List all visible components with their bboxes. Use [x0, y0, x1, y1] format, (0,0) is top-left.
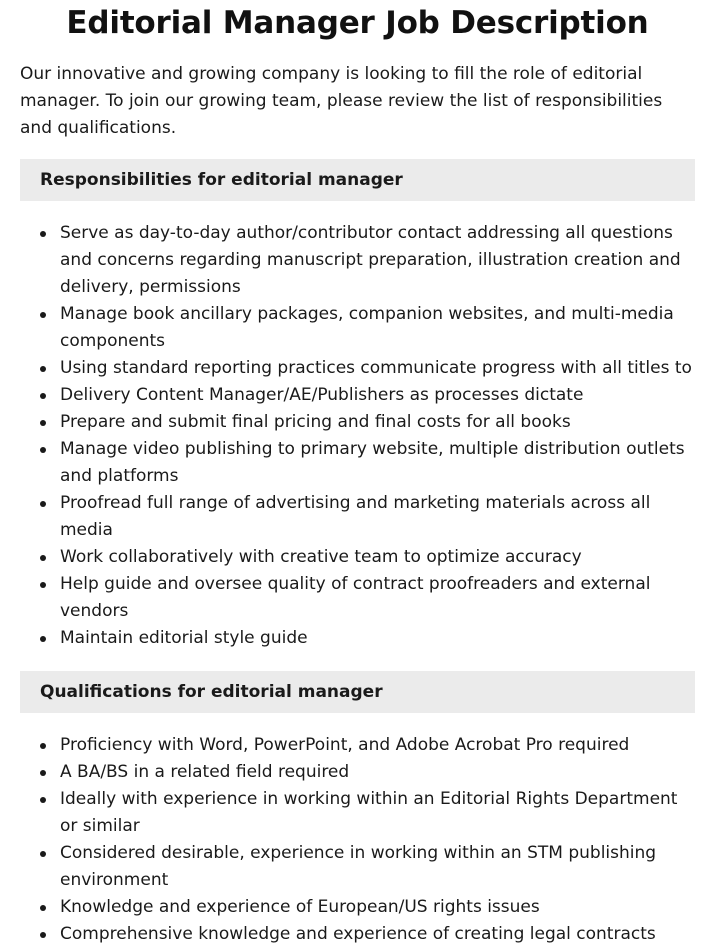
list-item: [20, 490, 695, 544]
list-item: [20, 571, 695, 625]
responsibilities-heading: Responsibilities for editorial manager: [20, 159, 695, 201]
qualifications-list: [20, 732, 695, 948]
responsibilities-list: [20, 220, 695, 652]
bullet-dot-icon: [40, 797, 46, 803]
list-item-text: Help guide and oversee quality of contract proofreaders and external vendors: [60, 574, 651, 621]
list-item-text: Ideally with experience in working within an Editorial Rights Department or similar: [60, 789, 678, 836]
list-item-text: Knowledge and experience of European/US rights issues: [60, 897, 540, 917]
list-item: [20, 355, 695, 382]
intro-paragraph: Our innovative and growing company is looking to fill the role of editorial manager. To join our growing team, please review the list of responsibilities and qualifications.: [20, 64, 663, 138]
list-item-text: Proofread full range of advertising and marketing materials across all media: [60, 493, 651, 540]
list-item-text: Manage book ancillary packages, companion websites, and multi-media components: [60, 304, 674, 351]
list-item: [20, 436, 695, 490]
list-item-text: Prepare and submit final pricing and final costs for all books: [60, 412, 571, 432]
list-item: [20, 220, 695, 301]
qualifications-heading: Qualifications for editorial manager: [20, 671, 695, 713]
list-item-text: Proficiency with Word, PowerPoint, and Adobe Acrobat Pro required: [60, 735, 630, 755]
bullet-dot-icon: [40, 582, 46, 588]
bullet-dot-icon: [40, 312, 46, 318]
bullet-dot-icon: [40, 743, 46, 749]
list-item-text: Comprehensive knowledge and experience of creating legal contracts: [60, 924, 656, 944]
list-item-text: Manage video publishing to primary website, multiple distribution outlets and platforms: [60, 439, 685, 486]
bullet-dot-icon: [40, 366, 46, 372]
bullet-dot-icon: [40, 932, 46, 938]
list-item-text: Using standard reporting practices communicate progress with all titles to: [60, 358, 692, 378]
bullet-dot-icon: [40, 636, 46, 642]
list-item: [20, 840, 695, 894]
bullet-dot-icon: [40, 851, 46, 857]
page-title: Editorial Manager Job Description: [66, 5, 649, 41]
list-item-text: Maintain editorial style guide: [60, 628, 308, 648]
list-item-text: Delivery Content Manager/AE/Publishers as processes dictate: [60, 385, 584, 405]
list-item-text: A BA/BS in a related field required: [60, 762, 350, 782]
bullet-dot-icon: [40, 447, 46, 453]
list-item: [20, 759, 695, 786]
list-item: [20, 625, 695, 652]
list-item: [20, 544, 695, 571]
list-item: [20, 894, 695, 921]
bullet-dot-icon: [40, 770, 46, 776]
list-item: [20, 786, 695, 840]
bullet-dot-icon: [40, 393, 46, 399]
list-item-text: Serve as day-to-day author/contributor contact addressing all questions and concerns regarding manuscript preparation, illustration creation and delivery, permissions: [60, 223, 681, 297]
bullet-dot-icon: [40, 555, 46, 561]
bullet-dot-icon: [40, 420, 46, 426]
list-item: [20, 382, 695, 409]
list-item: [20, 732, 695, 759]
list-item: [20, 301, 695, 355]
list-item-text: Considered desirable, experience in working within an STM publishing environment: [60, 843, 657, 890]
list-item: [20, 409, 695, 436]
bullet-dot-icon: [40, 231, 46, 237]
bullet-dot-icon: [40, 501, 46, 507]
list-item-text: Work collaboratively with creative team to optimize accuracy: [60, 547, 582, 567]
list-item: [20, 921, 695, 948]
bullet-dot-icon: [40, 905, 46, 911]
